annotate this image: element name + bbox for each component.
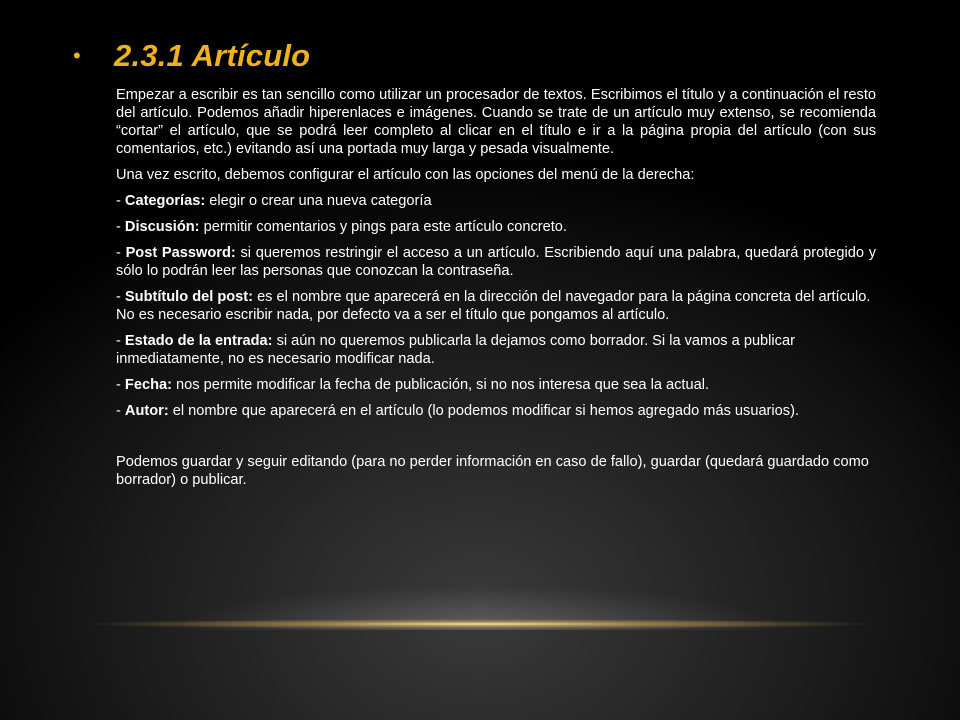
option-text: elegir o crear una nueva categoría <box>205 193 432 209</box>
option-subtitulo <box>116 288 876 324</box>
title-bullet: • <box>73 43 81 68</box>
decorative-glow-line <box>80 619 880 629</box>
option-label: Fecha: <box>124 377 172 393</box>
option-dash: - <box>116 245 126 261</box>
slide-body <box>116 86 876 497</box>
option-dash: - <box>116 193 125 209</box>
option-label: Discusión: <box>124 219 200 235</box>
option-text: nos permite modificar la fecha de publicación, si no nos interesa que sea la actual. <box>171 377 710 393</box>
option-dash: - <box>116 289 125 305</box>
option-text: si queremos restringir el acceso a un artículo. Escribiendo aquí una palabra, quedará protegido y sólo lo podrán leer las personas que conozcan la contraseña. <box>116 245 876 279</box>
closing-paragraph: Podemos guardar y seguir editando (para no perder información en caso de fallo), guardar (quedará guardado como borrador) o publicar. <box>116 454 869 488</box>
option-text: si aún no queremos publicarla la dejamos como borrador. Si la vamos a publicar inmediatamente, no es necesario modificar nada. <box>116 333 795 367</box>
option-text: permitir comentarios y pings para este artículo concreto. <box>199 219 567 235</box>
option-autor <box>116 402 876 420</box>
option-text: el nombre que aparecerá en el artículo (lo podemos modificar si hemos agregado más usuarios). <box>168 403 799 419</box>
option-discusion <box>116 218 876 236</box>
option-label: Estado de la entrada: <box>124 333 273 349</box>
slide-title: 2.3.1 Artículo <box>114 38 311 73</box>
config-intro-paragraph: Una vez escrito, debemos configurar el artículo con las opciones del menú de la derecha: <box>116 167 695 183</box>
option-label: Categorías: <box>124 193 206 209</box>
option-fecha <box>116 376 876 394</box>
intro-paragraph: Empezar a escribir es tan sencillo como utilizar un procesador de textos. Escribimos el título y a continuación el resto del artículo. Podemos añadir hiperenlaces e imágenes. Cuando se trate de un artículo muy extenso, se recomienda “cortar” el artículo, que se podrá leer completo al clicar en el título e ir a la página propia del artículo (con sus comentarios, etc.) evitando así una portada muy larga y pesada visualmente. <box>116 87 876 157</box>
option-dash: - <box>116 219 125 235</box>
option-post-password <box>116 244 876 280</box>
option-text: es el nombre que aparecerá en la dirección del navegador para la página concreta del artículo. No es necesario escribir nada, por defecto va a ser el título que pongamos al artículo. <box>116 289 871 323</box>
option-label: Post Password: <box>125 245 236 261</box>
option-dash: - <box>116 403 125 419</box>
option-dash: - <box>116 377 125 393</box>
option-estado <box>116 332 876 368</box>
option-categorias <box>116 192 876 210</box>
option-label: Autor: <box>124 403 169 419</box>
option-dash: - <box>116 333 125 349</box>
option-label: Subtítulo del post: <box>124 289 254 305</box>
